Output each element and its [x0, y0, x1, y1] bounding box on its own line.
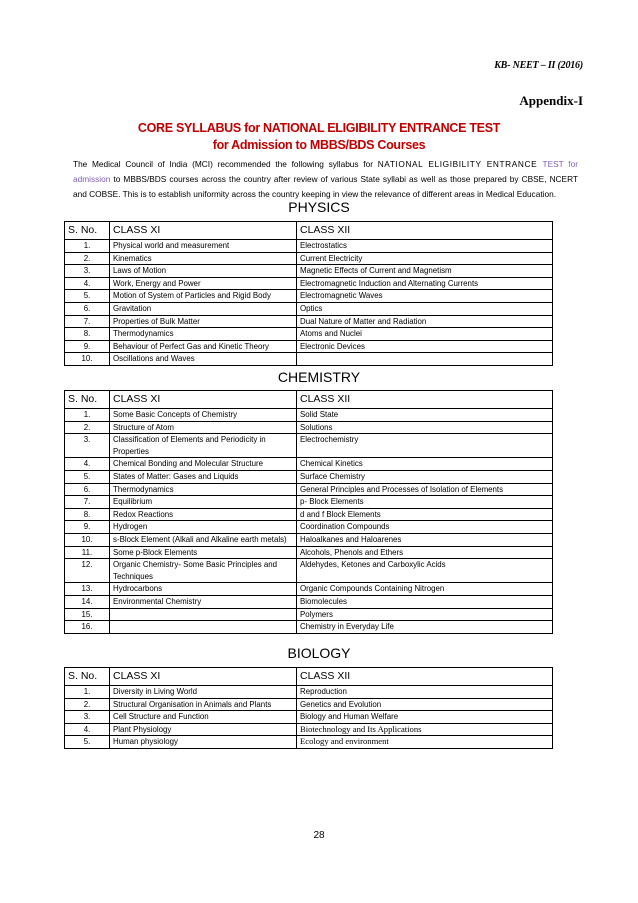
class-xii-header: CLASS XII	[297, 668, 553, 686]
table-row	[65, 736, 553, 749]
class-xi-topic-cell: Work, Energy and Power	[110, 277, 297, 290]
serial-number-cell: 3.	[65, 265, 110, 278]
class-xi-topic-cell: States of Matter: Gases and Liquids	[110, 470, 297, 483]
serial-number-cell: 2.	[65, 252, 110, 265]
table-row	[65, 328, 553, 341]
table-row	[65, 483, 553, 496]
class-xi-topic-cell: Structure of Atom	[110, 421, 297, 434]
table-row	[65, 533, 553, 546]
class-xi-topic-cell: Physical world and measurement	[110, 240, 297, 253]
serial-number-cell: 9.	[65, 340, 110, 353]
class-xii-topic-cell: Reproduction	[297, 686, 553, 699]
table-row	[65, 711, 553, 724]
class-xii-topic-cell: Electrochemistry	[297, 434, 553, 458]
class-xi-topic-cell	[110, 608, 297, 621]
serial-number-cell: 5.	[65, 470, 110, 483]
class-xii-topic-cell: Organic Compounds Containing Nitrogen	[297, 583, 553, 596]
sno-header: S. No.	[65, 222, 110, 240]
table-row	[65, 723, 553, 736]
class-xi-topic-cell: Plant Physiology	[110, 723, 297, 736]
class-xii-topic-cell: Biotechnology and Its Applications	[297, 723, 553, 736]
class-xii-topic-cell: Atoms and Nuclei	[297, 328, 553, 341]
serial-number-cell: 9.	[65, 521, 110, 534]
serial-number-cell: 13.	[65, 583, 110, 596]
class-xi-topic-cell: Human physiology	[110, 736, 297, 749]
table-row	[65, 508, 553, 521]
class-xii-topic-cell: Magnetic Effects of Current and Magnetism	[297, 265, 553, 278]
page-subtitle: for Admission to MBBS/BDS Courses	[212, 138, 426, 152]
serial-number-cell: 8.	[65, 508, 110, 521]
serial-number-cell: 4.	[65, 723, 110, 736]
class-xi-topic-cell: Chemical Bonding and Molecular Structure	[110, 458, 297, 471]
class-xi-header: CLASS XI	[110, 668, 297, 686]
serial-number-cell: 4.	[65, 277, 110, 290]
appendix-label: Appendix-I	[519, 93, 583, 108]
table-row	[65, 546, 553, 559]
serial-number-cell: 1.	[65, 240, 110, 253]
class-xi-topic-cell: Thermodynamics	[110, 483, 297, 496]
class-xii-topic-cell: Electronic Devices	[297, 340, 553, 353]
class-xii-topic-cell: Biology and Human Welfare	[297, 711, 553, 724]
serial-number-cell: 2.	[65, 421, 110, 434]
table-row	[65, 302, 553, 315]
table-row	[65, 608, 553, 621]
class-xii-topic-cell: Genetics and Evolution	[297, 698, 553, 711]
sno-header: S. No.	[65, 391, 110, 409]
table-header-row	[65, 668, 553, 686]
intro-paragraph	[73, 157, 578, 202]
table-row	[65, 621, 553, 634]
sno-header: S. No.	[65, 668, 110, 686]
class-xii-topic-cell: Ecology and environment	[297, 736, 553, 749]
class-xi-topic-cell: Hydrocarbons	[110, 583, 297, 596]
intro-text-1: The Medical Council of India (MCI) recommended the following syllabus for	[73, 159, 378, 169]
class-xi-topic-cell: Some p-Block Elements	[110, 546, 297, 559]
serial-number-cell: 1.	[65, 409, 110, 422]
class-xi-topic-cell: Some Basic Concepts of Chemistry	[110, 409, 297, 422]
table-row	[65, 521, 553, 534]
serial-number-cell: 5.	[65, 290, 110, 303]
class-xii-topic-cell: Chemistry in Everyday Life	[297, 621, 553, 634]
class-xii-topic-cell: Electrostatics	[297, 240, 553, 253]
class-xii-topic-cell: d and f Block Elements	[297, 508, 553, 521]
table-row	[65, 240, 553, 253]
class-xii-topic-cell: p- Block Elements	[297, 496, 553, 509]
chemistry-table	[64, 390, 553, 634]
class-xi-topic-cell: Behaviour of Perfect Gas and Kinetic Theory	[110, 340, 297, 353]
table-row	[65, 277, 553, 290]
class-xii-topic-cell: Solutions	[297, 421, 553, 434]
serial-number-cell: 5.	[65, 736, 110, 749]
class-xi-topic-cell: Cell Structure and Function	[110, 711, 297, 724]
class-xii-topic-cell: Solid State	[297, 409, 553, 422]
class-xi-topic-cell	[110, 621, 297, 634]
table-row	[65, 458, 553, 471]
table-row	[65, 290, 553, 303]
biology-heading: BIOLOGY	[287, 645, 351, 661]
class-xi-topic-cell: Properties of Bulk Matter	[110, 315, 297, 328]
class-xii-topic-cell: Surface Chemistry	[297, 470, 553, 483]
class-xi-topic-cell: Classification of Elements and Periodicity in Properties	[110, 434, 297, 458]
serial-number-cell: 3.	[65, 434, 110, 458]
intro-text-3: TEST for admission	[73, 159, 578, 184]
class-xi-topic-cell: Redox Reactions	[110, 508, 297, 521]
intro-text-2: NATIONAL ELIGIBILITY ENTRANCE	[377, 159, 543, 169]
class-xi-topic-cell: Hydrogen	[110, 521, 297, 534]
serial-number-cell: 10.	[65, 353, 110, 366]
class-xi-topic-cell: Equilibrium	[110, 496, 297, 509]
table-row	[65, 252, 553, 265]
class-xii-header: CLASS XII	[297, 222, 553, 240]
class-xii-topic-cell: Haloalkanes and Haloarenes	[297, 533, 553, 546]
class-xii-topic-cell: Alcohols, Phenols and Ethers	[297, 546, 553, 559]
class-xi-topic-cell: Laws of Motion	[110, 265, 297, 278]
page-number: 28	[313, 830, 325, 841]
table-row	[65, 470, 553, 483]
table-row	[65, 559, 553, 583]
serial-number-cell: 11.	[65, 546, 110, 559]
table-row	[65, 686, 553, 699]
class-xi-topic-cell: Structural Organisation in Animals and Plants	[110, 698, 297, 711]
serial-number-cell: 15.	[65, 608, 110, 621]
serial-number-cell: 1.	[65, 686, 110, 699]
physics-heading: PHYSICS	[288, 199, 350, 215]
class-xii-topic-cell: Chemical Kinetics	[297, 458, 553, 471]
class-xii-topic-cell: Aldehydes, Ketones and Carboxylic Acids	[297, 559, 553, 583]
class-xi-topic-cell: Kinematics	[110, 252, 297, 265]
class-xii-topic-cell: Optics	[297, 302, 553, 315]
class-xii-topic-cell: General Principles and Processes of Isolation of Elements	[297, 483, 553, 496]
class-xii-topic-cell: Current Electricity	[297, 252, 553, 265]
class-xi-topic-cell: s-Block Element (Alkali and Alkaline earth metals)	[110, 533, 297, 546]
class-xii-topic-cell: Dual Nature of Matter and Radiation	[297, 315, 553, 328]
table-row	[65, 496, 553, 509]
serial-number-cell: 12.	[65, 559, 110, 583]
serial-number-cell: 6.	[65, 302, 110, 315]
chemistry-heading: CHEMISTRY	[277, 369, 361, 385]
table-row	[65, 434, 553, 458]
class-xi-topic-cell: Thermodynamics	[110, 328, 297, 341]
biology-table	[64, 667, 553, 749]
page-title: CORE SYLLABUS for NATIONAL ELIGIBILITY ENTRANCE TEST	[137, 121, 501, 135]
serial-number-cell: 7.	[65, 496, 110, 509]
serial-number-cell: 14.	[65, 595, 110, 608]
class-xii-topic-cell: Coordination Compounds	[297, 521, 553, 534]
class-xi-topic-cell: Gravitation	[110, 302, 297, 315]
serial-number-cell: 6.	[65, 483, 110, 496]
class-xi-topic-cell: Motion of System of Particles and Rigid Body	[110, 290, 297, 303]
class-xii-header: CLASS XII	[297, 391, 553, 409]
class-xi-topic-cell: Oscillations and Waves	[110, 353, 297, 366]
physics-table	[64, 221, 553, 366]
class-xii-topic-cell	[297, 353, 553, 366]
class-xi-topic-cell: Organic Chemistry- Some Basic Principles and Techniques	[110, 559, 297, 583]
table-row	[65, 340, 553, 353]
table-row	[65, 409, 553, 422]
table-row	[65, 353, 553, 366]
class-xi-topic-cell: Environmental Chemistry	[110, 595, 297, 608]
table-row	[65, 421, 553, 434]
class-xi-header: CLASS XI	[110, 391, 297, 409]
table-row	[65, 595, 553, 608]
class-xii-topic-cell: Electromagnetic Waves	[297, 290, 553, 303]
class-xii-topic-cell: Electromagnetic Induction and Alternating Currents	[297, 277, 553, 290]
serial-number-cell: 16.	[65, 621, 110, 634]
serial-number-cell: 10.	[65, 533, 110, 546]
table-row	[65, 698, 553, 711]
serial-number-cell: 7.	[65, 315, 110, 328]
class-xii-topic-cell: Polymers	[297, 608, 553, 621]
class-xi-topic-cell: Diversity in Living World	[110, 686, 297, 699]
serial-number-cell: 4.	[65, 458, 110, 471]
table-row	[65, 583, 553, 596]
class-xii-topic-cell: Biomolecules	[297, 595, 553, 608]
intro-text-4: to MBBS/BDS courses across the country after review of various State syllabi as well as those prepared by CBSE, NCERT and COBSE. This is to establish uniformity across the country keeping in view the relevance of different areas in Medical Education.	[73, 174, 578, 199]
table-header-row	[65, 222, 553, 240]
table-row	[65, 265, 553, 278]
document-code: KB- NEET – II (2016)	[494, 60, 583, 71]
serial-number-cell: 8.	[65, 328, 110, 341]
class-xi-header: CLASS XI	[110, 222, 297, 240]
serial-number-cell: 3.	[65, 711, 110, 724]
table-row	[65, 315, 553, 328]
serial-number-cell: 2.	[65, 698, 110, 711]
table-header-row	[65, 391, 553, 409]
